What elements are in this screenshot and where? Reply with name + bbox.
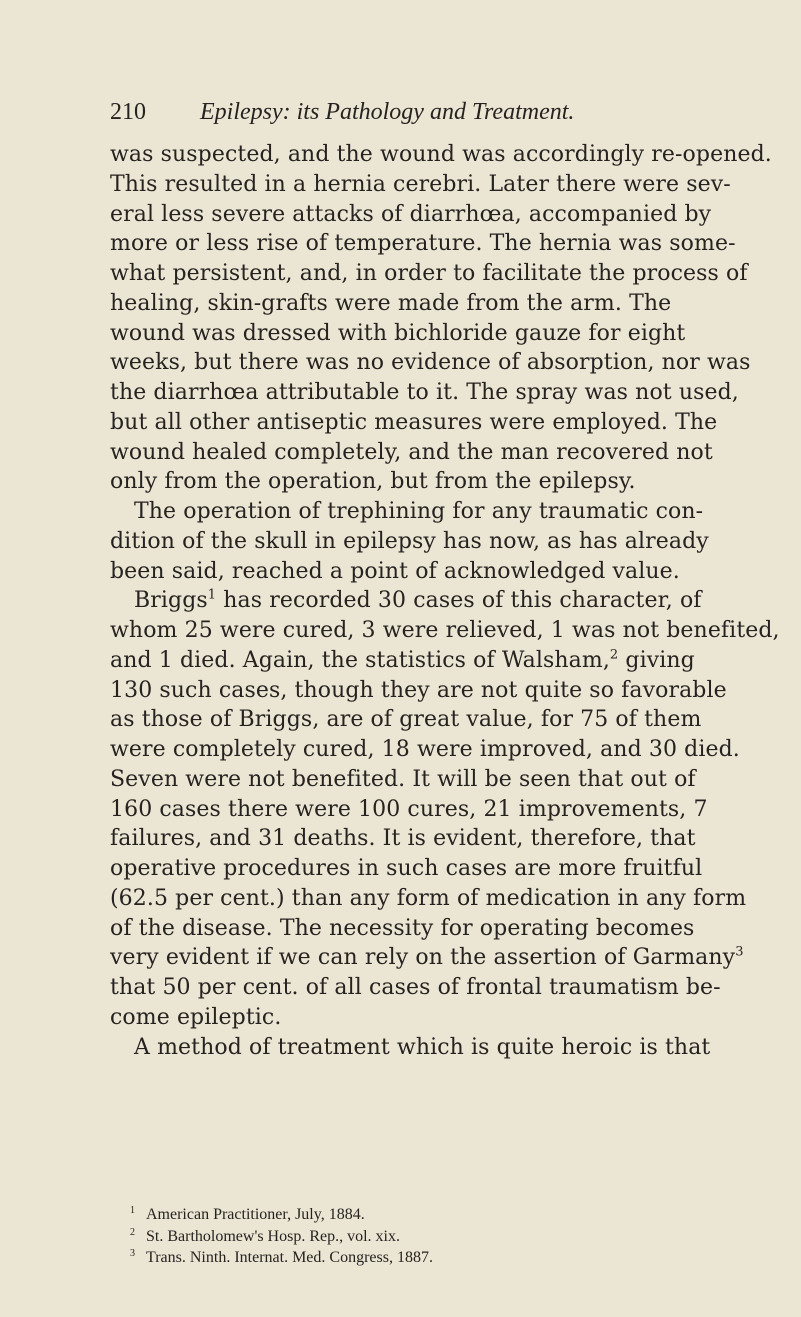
text-line: were completely cured, 18 were improved, and 30 died. <box>110 737 740 762</box>
text-line: been said, reached a point of acknowledged value. <box>110 558 680 584</box>
text-line: 160 cases there were 100 cures, 21 improvements, 7 <box>110 796 708 822</box>
page-number: 210 <box>110 99 146 125</box>
text-line: wound was dressed with bichloride gauze for eight <box>110 320 686 346</box>
footnote-reference: 2 <box>609 647 619 663</box>
footnote-mark: 1 <box>130 1205 135 1216</box>
text-line: Seven were not benefited. It will be seen that out of <box>110 766 696 792</box>
text-line: come epileptic. <box>110 1004 282 1030</box>
text-line: what persistent, and, in order to facilitate the process of <box>110 261 748 286</box>
text-run: and 1 died. Again, the statistics of Walsham, <box>110 647 610 673</box>
text-line: but all other antiseptic measures were employed. The <box>110 409 718 435</box>
text-line: that 50 per cent. of all cases of frontal traumatism be- <box>110 975 721 1000</box>
text-line: The operation of trephining for any traumatic con- <box>134 499 704 524</box>
running-head <box>110 97 750 127</box>
footnote-reference: 3 <box>735 944 744 960</box>
text-line <box>110 646 760 676</box>
text-line: the diarrhœa attributable to it. The spray was not used, <box>110 380 739 405</box>
running-title: Epilepsy: its Pathology and Treatment. <box>200 99 575 125</box>
text-line: failures, and 31 deaths. It is evident, therefore, that <box>110 826 696 852</box>
text-line: eral less severe attacks of diarrhœa, accompanied by <box>110 201 712 227</box>
text-line: 130 such cases, though they are not quite so favorable <box>110 677 727 703</box>
text-line <box>110 586 760 616</box>
footnotes <box>130 1204 770 1269</box>
text-run: has recorded 30 cases of this character, of <box>216 588 702 614</box>
footnote-reference: 1 <box>207 587 217 603</box>
footnote <box>130 1247 770 1269</box>
text-line: whom 25 were cured, 3 were relieved, 1 was not benefited, <box>110 618 780 643</box>
text-line: as those of Briggs, are of great value, for 75 of them <box>110 707 702 733</box>
text-line: A method of treatment which is quite heroic is that <box>134 1034 711 1060</box>
text-line: weeks, but there was no evidence of absorption, nor was <box>110 350 751 376</box>
footnote <box>130 1204 770 1226</box>
text-run: very evident if we can rely on the assertion of Garmany <box>110 945 736 971</box>
text-run: giving <box>618 647 695 673</box>
text-line: operative procedures in such cases are more fruitful <box>110 856 703 881</box>
text-line: (62.5 per cent.) than any form of medication in any form <box>110 885 747 911</box>
text-line: more or less rise of temperature. The hernia was some- <box>110 231 736 257</box>
text-run: Briggs <box>134 588 208 614</box>
footnote-text: Trans. Ninth. Internat. Med. Congress, 1887. <box>146 1249 433 1266</box>
text-line: This resulted in a hernia cerebri. Later there were sev- <box>110 171 731 197</box>
text-line: of the disease. The necessity for operating becomes <box>110 915 695 941</box>
text-line: was suspected, and the wound was accordingly re-opened. <box>110 142 772 167</box>
text-line: dition of the skull in epilepsy has now, as has already <box>110 528 709 554</box>
footnote-text: American Practitioner, July, 1884. <box>146 1206 365 1223</box>
text-line: healing, skin-grafts were made from the arm. The <box>110 290 672 316</box>
text-line: only from the operation, but from the epilepsy. <box>110 469 636 495</box>
text-line: wound healed completely, and the man recovered not <box>110 439 713 465</box>
footnote-mark: 3 <box>130 1248 135 1259</box>
body-text <box>110 140 780 1062</box>
footnote-mark: 2 <box>130 1226 135 1238</box>
footnote <box>130 1226 770 1248</box>
text-line <box>110 943 760 973</box>
footnote-text: St. Bartholomew's Hosp. Rep., vol. xix. <box>146 1227 400 1245</box>
